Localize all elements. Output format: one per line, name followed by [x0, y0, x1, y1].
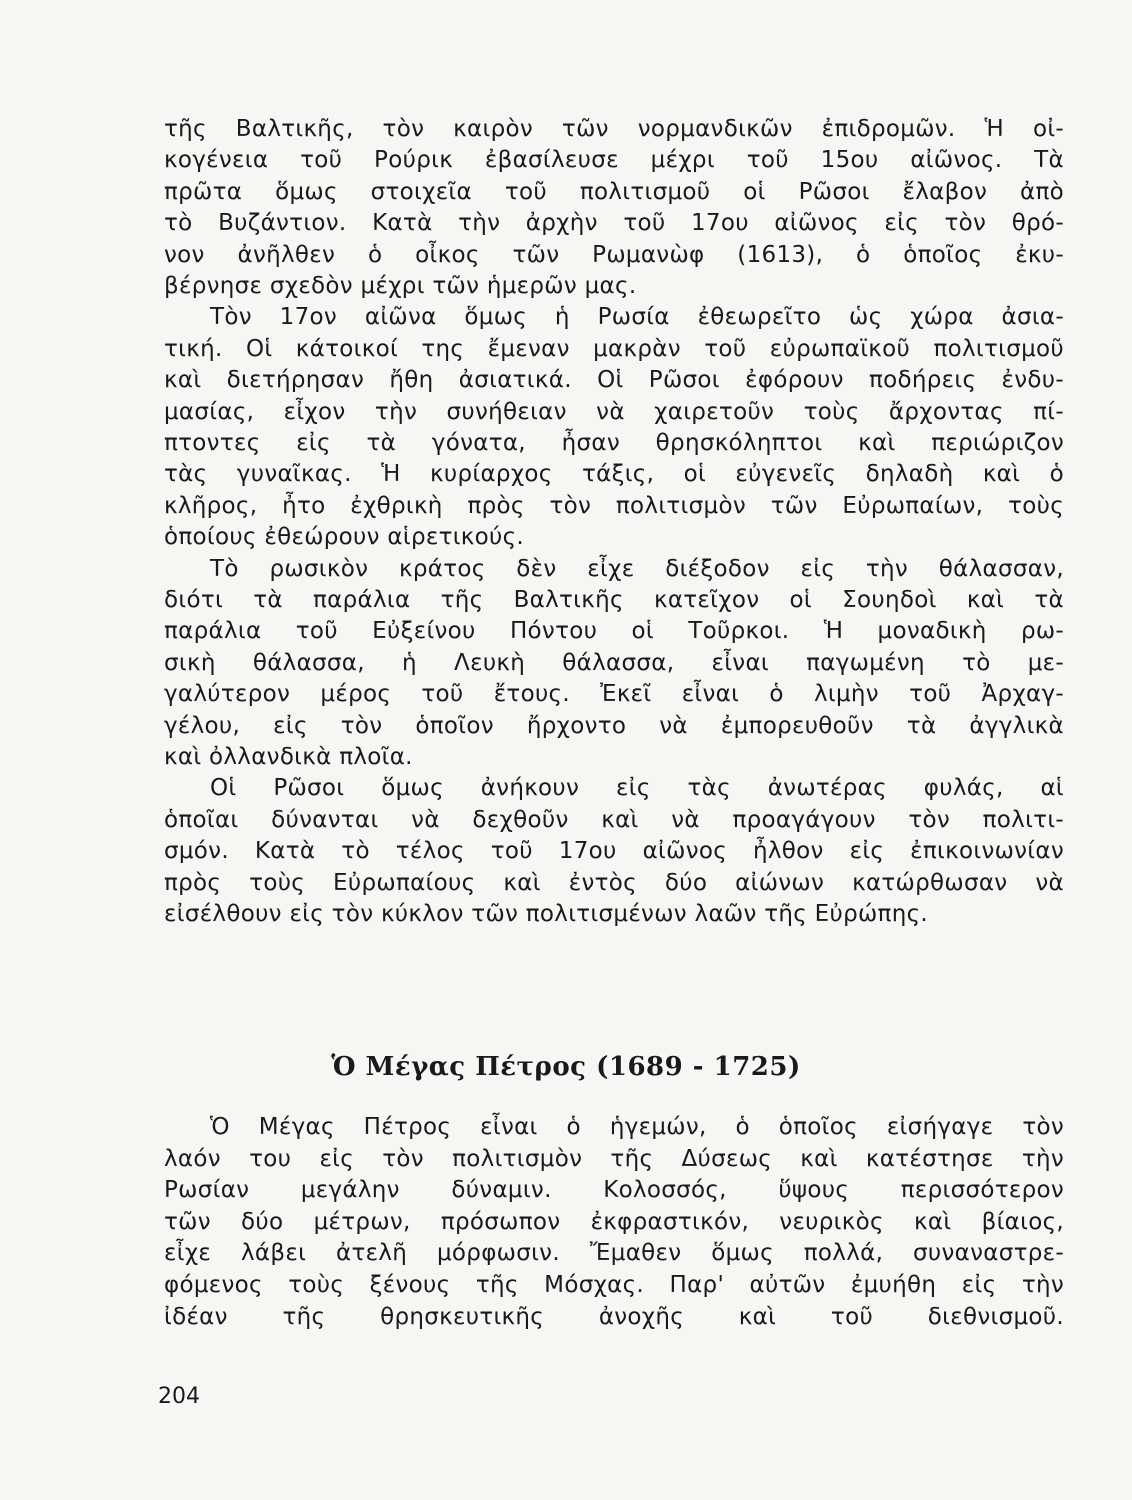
text-line: καὶ διετήρησαν ἤθη ἀσιατικά. Οἱ Ρῶσοι ἐφόρουν ποδήρεις ἐνδυ- [164, 367, 1064, 394]
text-line: σμόν. Κατὰ τὸ τέλος τοῦ 17ου αἰῶνος ἦλθον εἰς ἐπικοινωνίαν [164, 838, 1064, 865]
page-number: 204 [158, 1384, 200, 1409]
text-line: μασίας, εἶχον τὴν συνήθειαν νὰ χαιρετοῦν τοὺς ἄρχοντας πί- [164, 398, 1064, 425]
text-line: ὁποίους ἐθεώρουν αἱρετικούς. [164, 524, 525, 551]
text-line: γέλου, εἰς τὸν ὁποῖον ἤρχοντο νὰ ἐμπορευθοῦν τὰ ἀγγλικὰ [164, 712, 1064, 739]
text-line: καὶ ὀλλανδικὰ πλοῖα. [164, 744, 413, 770]
text-line: ἰδέαν τῆς θρησκευτικῆς ἀνοχῆς καὶ τοῦ διεθνισμοῦ. [164, 1303, 1064, 1330]
text-line: γαλύτερον μέρος τοῦ ἔτους. Ἐκεῖ εἶναι ὁ λιμὴν τοῦ Ἀρχαγ- [164, 681, 1064, 708]
text-line: τῶν δύο μέτρων, πρόσωπον ἐκφραστικόν, νευρικὸς καὶ βίαιος, [164, 1208, 1064, 1235]
text-line: πρῶτα ὅμως στοιχεῖα τοῦ πολιτισμοῦ οἱ Ρῶσοι ἔλαβον ἀπὸ [164, 178, 1064, 205]
text-line: τῆς Βαλτικῆς, τὸν καιρὸν τῶν νορμανδικῶν ἐπιδρομῶν. Ἡ οἰ- [164, 116, 1064, 142]
text-line: Οἱ Ρῶσοι ὅμως ἀνήκουν εἰς τὰς ἀνωτέρας φυλάς, αἱ [210, 775, 1064, 802]
text-line: νον ἀνῆλθεν ὁ οἶκος τῶν Ρωμανὼφ (1613), ὁ ὁποῖος ἐκυ- [164, 241, 1064, 268]
text-line: Τὸ ρωσικὸν κράτος δὲν εἶχε διέξοδον εἰς τὴν θάλασσαν, [210, 555, 1064, 582]
text-line: εἶχε λάβει ἀτελῆ μόρφωσιν. Ἔμαθεν ὅμως πολλά, συναναστρε- [164, 1240, 1064, 1267]
text-line: τική. Οἱ κάτοικοί της ἔμεναν μακρὰν τοῦ εὐρωπαϊκοῦ πολιτισμοῦ [164, 335, 1064, 362]
text-line: ὁποῖαι δύνανται νὰ δεχθοῦν καὶ νὰ προαγάγουν τὸν πολιτι- [164, 806, 1064, 833]
text-line: παράλια τοῦ Εὐξείνου Πόντου οἱ Τοῦρκοι. Ἡ μοναδικὴ ρω- [164, 618, 1064, 645]
text-line: πτοντες εἰς τὰ γόνατα, ἦσαν θρησκόληπτοι καὶ περιώριζον [164, 430, 1064, 456]
text-line: σικὴ θάλασσα, ἡ Λευκὴ θάλασσα, εἶναι παγωμένη τὸ με- [164, 649, 1064, 676]
text-line: Τὸν 17ον αἰῶνα ὅμως ἡ Ρωσία ἐθεωρεῖτο ὡς χώρα ἀσια- [210, 304, 1064, 331]
text-line: πρὸς τοὺς Εὐρωπαίους καὶ ἐντὸς δύο αἰώνων κατώρθωσαν νὰ [164, 869, 1064, 896]
text-line: κλῆρος, ἦτο ἐχθρικὴ πρὸς τὸν πολιτισμὸν τῶν Εὐρωπαίων, τοὺς [164, 492, 1064, 519]
text-line: εἰσέλθουν εἰς τὸν κύκλον τῶν πολιτισμένων λαῶν τῆς Εὐρώπης. [164, 901, 928, 927]
text-line: βέρνησε σχεδὸν μέχρι τῶν ἡμερῶν μας. [164, 273, 637, 299]
text-line: Ὁ Μέγας Πέτρος εἶναι ὁ ἡγεμών, ὁ ὁποῖος εἰσήγαγε τὸν [210, 1114, 1064, 1140]
text-line: Ρωσίαν μεγάλην δύναμιν. Κολοσσός, ὕψους περισσότερον [164, 1177, 1064, 1204]
text-line: κογένεια τοῦ Ρούρικ ἐβασίλευσε μέχρι τοῦ 15ου αἰῶνος. Τὰ [164, 147, 1064, 174]
text-line: τὰς γυναῖκας. Ἡ κυρίαρχος τάξις, οἱ εὐγενεῖς δηλαδὴ καὶ ὁ [164, 461, 1064, 488]
text-line: διότι τὰ παράλια τῆς Βαλτικῆς κατεῖχον οἱ Σουηδοὶ καὶ τὰ [164, 587, 1064, 613]
section-heading: Ὁ Μέγας Πέτρος (1689 - 1725) [331, 1052, 801, 1082]
text-line: τὸ Βυζάντιον. Κατὰ τὴν ἀρχὴν τοῦ 17ου αἰῶνος εἰς τὸν θρό- [164, 210, 1064, 237]
text-line: λαόν του εἰς τὸν πολιτισμὸν τῆς Δύσεως καὶ κατέστησε τὴν [164, 1145, 1064, 1172]
text-line: φόμενος τοὺς ξένους τῆς Μόσχας. Παρ' αὐτῶν ἐμυήθη εἰς τὴν [164, 1272, 1064, 1298]
